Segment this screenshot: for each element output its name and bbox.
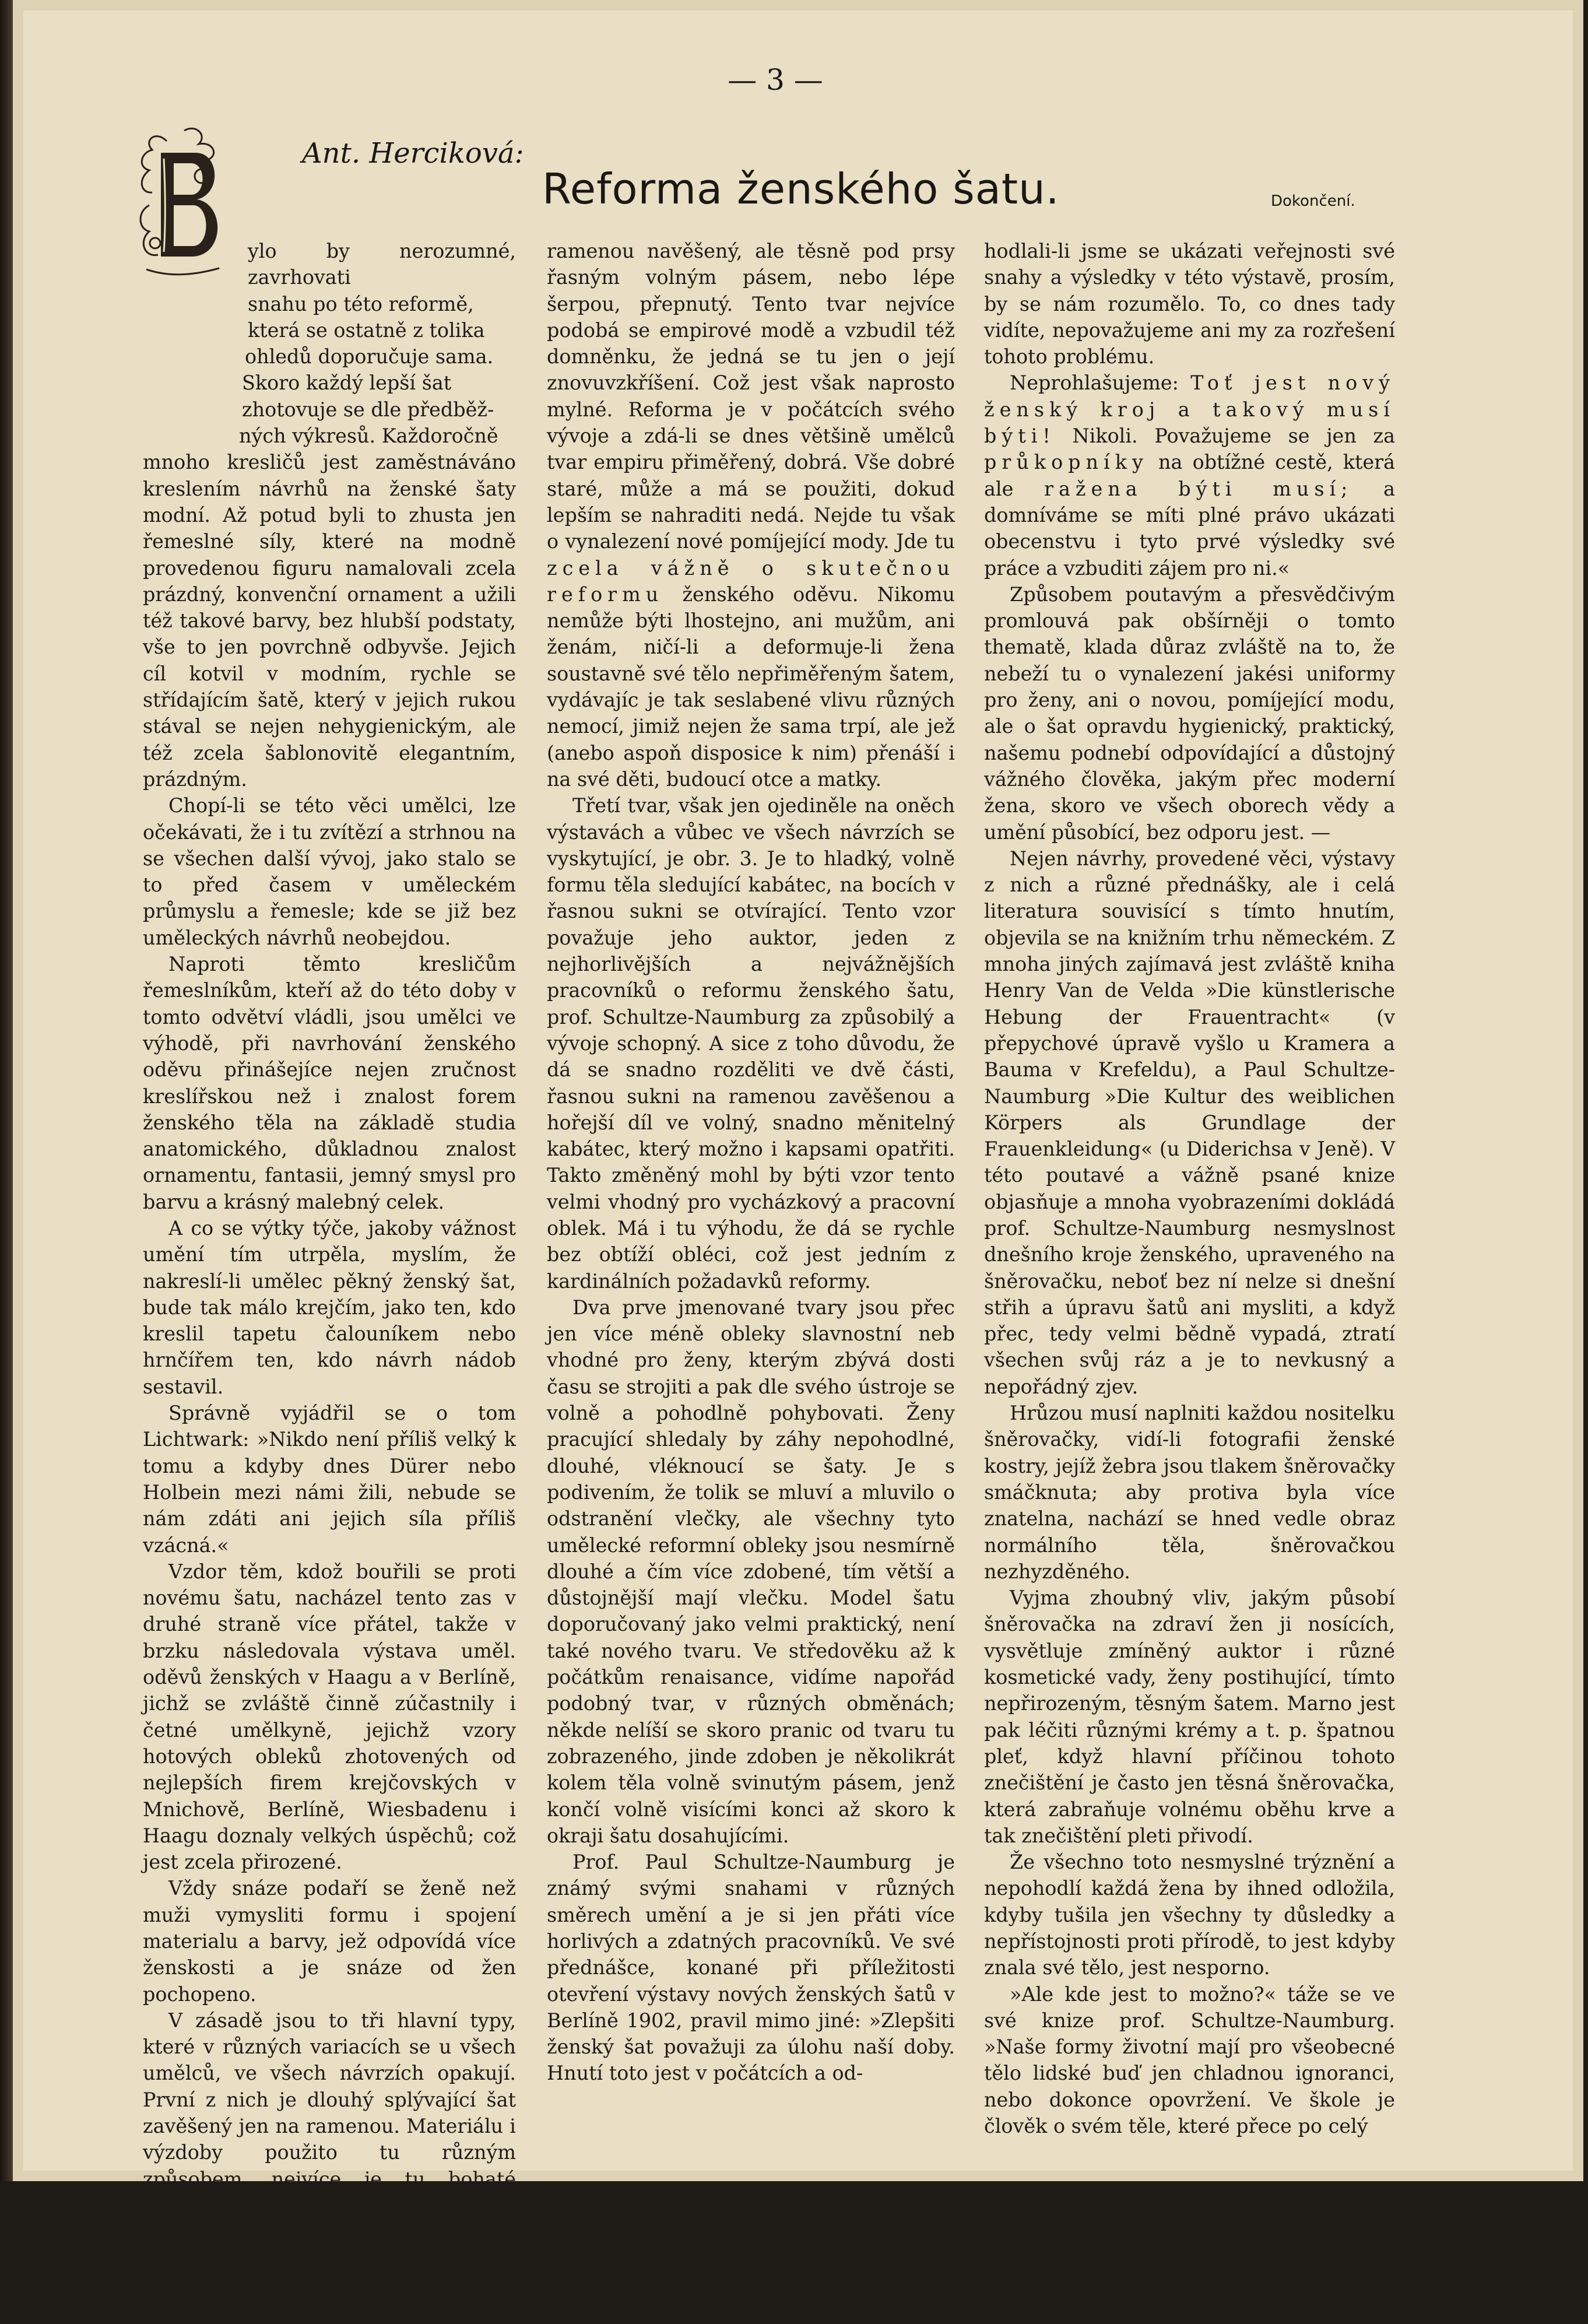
paragraph: Nejen návrhy, provedené věci, výstavy z nich a různé přednášky, ale i celá literatura souvisící s tímto hnutím, objevila se na knižním trhu německém. Z mnoha jiných zajímavá jest zvláště kniha Henry Van de Velda »Die künstlerische Hebung der Frauentracht« (v přepychové úpravě vyšlo u Kramera a Bauma v Krefeldu), a Paul Schultze-Naumburg »Die Kultur des weiblichen Körpers als Grundlage der Frauenkleidung« (u Diderichsa v Jeně). V této poutavé a vážně psané knize objasňuje a mnoha vyobrazeními dokládá prof. Schultze-Naumburg nesmyslnost dnešního kroje ženského, upraveného na šněrovačku, neboť bez ní nelze si dnešní střih a úpravu šatů ani mysliti, a když přec, tedy velmi bědně vypadá, ztratí všechen svůj ráz a je to nevkusný a nepořádný zjev.	[984, 847, 1395, 1398]
paragraph: mnoho kresličů jest zaměstnáváno kreslením návrhů na ženské šaty modní. Až potud byli to zhusta jen řemeslné síly, které na modně provedenou figuru namalovali zcela prázdný, konvenční ornament a užili též takové barvy, bez hlubší podstaty, vše to jen povrchně odbyvše. Jejich cíl kotvil v modním, rychle se střídajícím šatě, který v jejich rukou stával se nejen nehygienickým, ale též zcela šablonovitě elegantním, prázdným.	[143, 451, 516, 791]
paragraph: Vždy snáze podaří se ženě než muži vymysliti formu i spojení materialu a barvy, jež odpovídá více ženskosti a je snáze od žen pochopeno.	[143, 1877, 516, 2006]
text-run: ramenou navěšený, ale těsně pod prsy řasným volným pásem, nebo lépe šerpou, přepnutý. Tento tvar nejvíce podobá se empirové modě a vzbudil též domněnku, že jedná se tu jen o její znovuvzkříšení. Což jest však naprosto mylné. Reforma je v počátcích svého vývoje a zdá-li se dnes většině umělců tvar empiru přiměřený, dobrá. Vše dobré staré, může a má se použiti, dokud lepším se nahraditi nedá. Nejde tu však o vynalezení nové pomíjející mody. Jde tu	[547, 240, 955, 553]
article-title: Reforma ženského šatu.	[542, 164, 1060, 213]
intro-line: Skoro každý lepší šat	[242, 371, 452, 395]
paragraph: Způsobem poutavým a přesvědčivým promlouvá pak obšírněji o tomto thematě, klada důraz zvláště na to, že nebeží tu o vynalezení jakési uniformy pro ženy, ani o novou, pomíjející modu, ale o šat opravdu hygienický, praktický, našemu podnebí odpovídající a důstojný vážného člověka, jakým přec moderní žena, skoro ve všech oborech vědy a umění působící, bez odporu jest. —	[984, 582, 1395, 844]
paragraph: Naproti těmto kresličům řemeslníkům, kteří až do této doby v tomto odvětví vládli, jsou umělci ve výhodě, při navrhování ženského oděvu přinášejíce nejen zručnost kreslířskou než i znalost forem ženského těla na základě studia anatomického, důkladnou znalost ornamentu, fantasii, jemný smysl pro barvu a krásný malebný celek.	[143, 953, 516, 1213]
spaced-emphasis: zcela vážně o skutečnou reformu	[547, 556, 955, 606]
intro-line: ylo by nerozumné, zavrhovati	[248, 240, 516, 289]
text-run: a domníváme se míti plné právo ukázati obecenstvu i tyto prvé výsledky své práce a vzbuditi zájem pro ni.«	[984, 477, 1395, 580]
paragraph: hodlali-li jsme se ukázati veřejnosti své snahy a výsledky v této výstavě, prosím, by se nám rozumělo. To, co dnes tady vidíte, nepovažujeme ani my za rozřešení tohoto problému.	[984, 240, 1395, 368]
paragraph: V zásadě jsou to tři hlavní typy, které v různých variacích se u všech umělců, ve všech návrzích opakují. První z nich je dlouhý splývající šat zavěšený jen na ramenou. Materiálu i výzdoby použito tu různým způsobem, nejvíce je tu bohaté applikace a kuvrovaných mušelinových neb tylových volánů, ač i hladkých jednoduše zdobených nechybí.	[143, 2009, 516, 2296]
article-author: Ant. Herciková:	[302, 137, 524, 170]
paragraph: Prof. Paul Schultze-Naumburg je známý svými snahami v různých směrech umění a je si jen přáti více horlivých a zdatných pracovníků. Ve své přednášce, konané při příležitosti otevření výstavy nových ženských šatů v Berlíně 1902, pravil mimo jiné: »Zlepšiti ženský šat považuji za úlohu naší doby. Hnutí toto jest v počátcích a od-	[547, 1851, 955, 2085]
intro-line: která se ostatně z tolika	[248, 318, 485, 342]
spaced-emphasis: průkopníky	[984, 451, 1148, 474]
paragraph: Třetí tvar, však jen ojediněle na oněch výstavách a vůbec ve všech návrzích se vyskytující, je obr. 3. Je to hladký, volně formu těla sledující kabátec, na bocích v řasnou sukni se otvírající. Tento vzor považuje jeho auktor, jeden z nejhorlivějších a nejvážnějších pracovníků o reformu ženského šatu, prof. Schultze-Naumburg za způsobilý a vývoje schopný. A sice z toho důvodu, že dá se snadno rozděliti ve dvě části, řasnou sukni na ramenou zavěšenou a hořejší díl ve volný, snadno měnitelný kabátec, který možno i kapsami opatřiti. Takto změněný mohl by býti vzor tento velmi vhodný pro vycházkový a pracovní oblek. Má i tu výhodu, že dá se rychle bez obtíží obléci, což jest jedním z kardinálních požadavků reformy.	[547, 794, 955, 1293]
paragraph: Správně vyjádřil se o tom Lichtwark: »Nikdo není příliš velký k tomu a kdyby dnes Dürer nebo Holbein mezi námi žili, nebude se nám zdáti ani jejich síla příliš vzácná.«	[143, 1402, 516, 1557]
text-column-1	[143, 238, 516, 2324]
paragraph: A co se výtky týče, jakoby vážnost umění tím utrpěla, myslím, že nakreslí-li umělec pěkný ženský šat, bude tak málo krejčím, jako ten, kdo kreslil tapetu čalouníkem nebo hrnčířem ten, kdo návrh nádob sestavil.	[143, 1216, 516, 1398]
spaced-emphasis: ražena býti musí;	[1044, 477, 1353, 500]
text-run: Nikoli. Považujeme se jen za	[1072, 424, 1395, 448]
intro-line: ohledů doporučuje sama.	[245, 345, 494, 368]
page-number: — 3 —	[728, 63, 823, 97]
paragraph: Dva prve jmenované tvary jsou přec jen více méně obleky slavnostní neb vhodné pro ženy, kterým zbývá dosti času se strojiti a pak dle svého ústroje se volně a pohodlně pohybovati. Ženy pracující shledaly by záhy nepohodlné, dlouhé, vléknoucí se šaty. Je s podivením, že tolik se mluví a mluvilo o odstranění vlečky, ale všechny tyto umělecké reformní obleky jsou nesmírně dlouhé a čím více zdobené, tím větší a důstojnější mají vlečku. Model šatu doporučovaný jako velmi praktický, není také nového tvaru. Ve středověku až k počátkům renaisance, vidíme napořád podobný tvar, v různých obměnách; někde nelíší se skoro pranic od tvaru tu zobrazeného, jinde zdoben je několikrát kolem těla volně svinutým pásem, jenž končí volně visícími konci až skoro k okraji šatu dosahujícími.	[547, 1296, 955, 1847]
text-run: na obtížné cestě, která ale	[984, 451, 1396, 500]
paragraph: Že všechno toto nesmyslné trýznění a nepohodlí každá žena by ihned odložila, kdyby tušila jen všechny ty důsledky a nepřístojnosti proti přírodě, to jest kdyby znala své tělo, jest nesporno.	[984, 1851, 1395, 1979]
text-run: ženského oděvu. Nikomu nemůže býti lhostejno, ani mužům, ani ženám, ničí-li a deformuje-li žena soustavně své tělo nepřiměřeným šatem, vydávajíc je tak seslabené vlivu různých nemocí, jimiž nejen že sama trpí, ale jež (anebo aspoň disposice k nim) přenáší i na své děti, budoucí otce a matky.	[547, 582, 955, 791]
paragraph: Druhý typ je též dlouhý, řasný na	[168, 2300, 494, 2323]
paragraph: Chopí-li se této věci umělci, lze očekávati, že i tu zvítězí a strhnou na se všechen další vývoj, jako stalo se to před časem v uměleckém průmyslu a řemesle; kde se již bez uměleckých návrhů neobejdou.	[143, 794, 516, 949]
text-run: Neprohlašujeme:	[1010, 371, 1179, 395]
paragraph: Vyjma zhoubný vliv, jakým působí šněrovačka na zdraví žen ji nosících, vysvětluje zmíněný auktor i různé kosmetické vady, ženy postihující, tímto nepřirozeným, těsným šatem. Marno jest pak léčiti různými krémy a t. p. špatnou pleť, když hlavní příčinou tohoto znečištění je často jen těsná šněrovačka, která zabraňuje volnému oběhu krve a tak znečištění pleti přivodí.	[984, 1586, 1395, 1847]
paragraph: Hrůzou musí naplniti každou nositelku šněrovačky, vidí-li fotografii ženské kostry, jejíž žebra jsou tlakem šněrovačky smáčknuta; aby protiva byla více znatelna, nachází se hned vedle obraz normálního těla, šněrovačkou nezhyzděného.	[984, 1402, 1395, 1583]
paragraph	[547, 238, 955, 792]
text-column-3	[984, 238, 1395, 2139]
paragraph: Vzdor těm, kdož bouřili se proti novému šatu, nacházel tento zas v druhé straně více přátel, takže v brzku následovala výstava uměl. oděvů ženských v Haagu a v Berlíně, jichž se zvláště činně zúčastnily i četné umělkyně, jejichž vzory hotových obleků zhotovených od nejlepších firem krejčovských v Mnichově, Berlíně, Wiesbadenu i Haagu doznaly velkých úspěchů; což jest zcela přirozené.	[143, 1560, 516, 1874]
paragraph: »Ale kde jest to možno?« táže se ve své knize prof. Schultze-Naumburg. »Naše formy životní mají pro všeobecné tělo lidské buď jen chladnou ignoranci, nebo dokonce opovržení. Ve škole je člověk o svém těle, které přece po celý	[984, 1982, 1395, 2138]
spaced-emphasis: Toť jest nový ženský kroj a takový musí býti!	[984, 371, 1395, 448]
continued-note: Dokončení.	[1271, 192, 1355, 210]
text-column-2	[547, 238, 955, 2087]
paragraph	[984, 370, 1395, 581]
intro-line: zhotovuje se dle předběž-	[242, 398, 494, 421]
page-gutter-shadow	[0, 0, 13, 2181]
intro-line: snahu po této reformě,	[248, 292, 474, 315]
intro-line: ných výkresů. Každoročně	[239, 424, 498, 448]
